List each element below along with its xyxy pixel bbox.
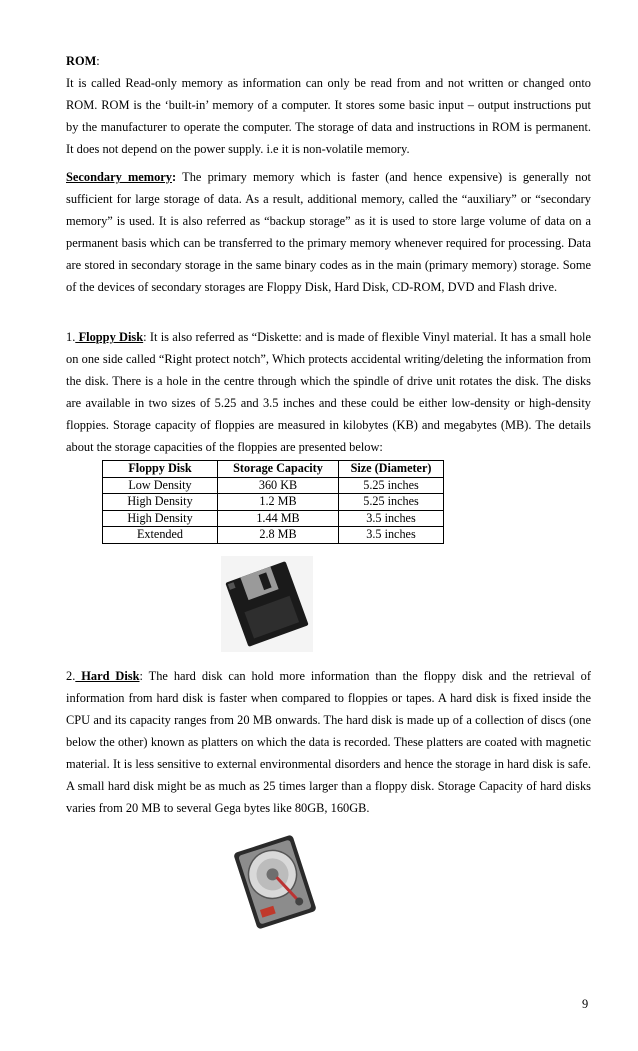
hard-disk-heading: Hard Disk [75, 669, 140, 683]
rom-text: It is called Read-only memory as information can only be read from and not written or changed onto ROM. ROM is the ‘built-in’ memory of a computer. It stores some basic input – output instructions put by the manufacturer to operate the computer. The storage of data and instructions in ROM is permanent. It does not depend on the power supply. i.e it is non-volatile memory. [66, 76, 591, 156]
floppy-disk-paragraph: 1. Floppy Disk: It is also referred as “Diskette: and is made of flexible Vinyl material. It has a small hole on one side called “Right protect notch”, Which protects accidental writing/deleting the information from the disk. There is a hole in the centre through which the spindle of drive unit rotates the disk. The disks are available in two sizes of 5.25 and 3.5 inches and these could be either low-density or high-density floppies. Storage capacity of floppies are measured in kilobytes (KB) and megabytes (MB). The details about the storage capacities of the floppies are presented below: [66, 330, 591, 454]
table-row [103, 527, 444, 544]
table-header-cell: Floppy Disk [103, 461, 218, 478]
hard-disk-icon [234, 832, 316, 932]
table-row [103, 494, 444, 511]
table-row [103, 510, 444, 527]
secondary-memory-heading: Secondary memory [66, 170, 172, 184]
table-header-cell: Size (Diameter) [339, 461, 444, 478]
table-cell: 1.2 MB [218, 494, 339, 511]
table-cell: 3.5 inches [339, 527, 444, 544]
floppy-capacity-table [102, 460, 444, 544]
table-cell: 1.44 MB [218, 510, 339, 527]
table-cell: High Density [103, 494, 218, 511]
rom-heading: ROM [66, 54, 97, 68]
table-row [103, 477, 444, 494]
table-cell: High Density [103, 510, 218, 527]
floppy-disk-heading: Floppy Disk [75, 330, 144, 344]
floppy-disk-text: It is also referred as “Diskette: and is made of flexible Vinyl material. It has a small hole on one side called “Right protect notch”, Which protects accidental writing/deleting the information from the disk. There is a hole in the centre through which the spindle of drive unit rotates the disk. The disks are available in two sizes of 5.25 and 3.5 inches and these could be either low-density or high-density floppies. Storage capacity of floppies are measured in kilobytes (KB) and megabytes (MB). The details about the storage capacities of the floppies are presented below: [66, 330, 591, 454]
secondary-memory-paragraph: Secondary memory: The primary memory which is faster (and hence expensive) is generally not sufficient for large storage of data. As a result, additional memory, called the “auxiliary” or “secondary memory” is used. It is also referred as “backup storage” as it is used to store large volume of data on a permanent basis which can be transferred to the primary memory whenever required for processing. Data are stored in secondary storage in the same binary codes as in the main (primary memory) storage. Some of the devices of secondary storages are Floppy Disk, Hard Disk, CD-ROM, DVD and Flash drive. [66, 170, 591, 294]
page-number: 9 [582, 997, 589, 1011]
table-cell: 5.25 inches [339, 494, 444, 511]
table-cell: 3.5 inches [339, 510, 444, 527]
floppy-disk-icon [221, 556, 313, 652]
hard-disk-text: The hard disk can hold more information than the floppy disk and the retrieval of information from hard disk is faster when compared to floppies or tapes. A hard disk is fixed inside the CPU and its capacity ranges from 20 MB onwards. The hard disk is made up of a collection of discs (one below the other) known as platters on which the data is recorded. These platters are coated with magnetic material. It is less sensitive to external environmental disorders and hence the storage in hard disk is safe. A small hard disk might be as much as 25 times larger than a floppy disk. Storage Capacity of hard disks varies from 20 MB to several Gega bytes like 80GB, 160GB. [66, 669, 591, 815]
secondary-memory-text: The primary memory which is faster (and hence expensive) is generally not sufficient for large storage of data. As a result, additional memory, called the “auxiliary” or “secondary memory” is used. It is also referred as “backup storage” as it is used to store large volume of data on a permanent basis which can be transferred to the primary memory whenever required for processing. Data are stored in secondary storage in the same binary codes as in the main (primary memory) storage. Some of the devices of secondary storages are Floppy Disk, Hard Disk, CD-ROM, DVD and Flash drive. [66, 170, 591, 294]
table-header-cell: Storage Capacity [218, 461, 339, 478]
table-cell: Low Density [103, 477, 218, 494]
table-cell: 2.8 MB [218, 527, 339, 544]
table-cell: 5.25 inches [339, 477, 444, 494]
table-cell: Extended [103, 527, 218, 544]
rom-paragraph: ROM: It is called Read-only memory as information can only be read from and not written or changed onto ROM. ROM is the ‘built-in’ memory of a computer. It stores some basic input – output instructions put by the manufacturer to operate the computer. The storage of data and instructions in ROM is permanent. It does not depend on the power supply. i.e it is non-volatile memory. [66, 54, 591, 156]
hard-disk-paragraph: 2. Hard Disk: The hard disk can hold more information than the floppy disk and the retrieval of information from hard disk is faster when compared to floppies or tapes. A hard disk is fixed inside the CPU and its capacity ranges from 20 MB onwards. The hard disk is made up of a collection of discs (one below the other) known as platters on which the data is recorded. These platters are coated with magnetic material. It is less sensitive to external environmental disorders and hence the storage in hard disk is safe. A small hard disk might be as much as 25 times larger than a floppy disk. Storage Capacity of hard disks varies from 20 MB to several Gega bytes like 80GB, 160GB. [66, 669, 591, 815]
table-header-row [103, 461, 444, 478]
table-cell: 360 KB [218, 477, 339, 494]
